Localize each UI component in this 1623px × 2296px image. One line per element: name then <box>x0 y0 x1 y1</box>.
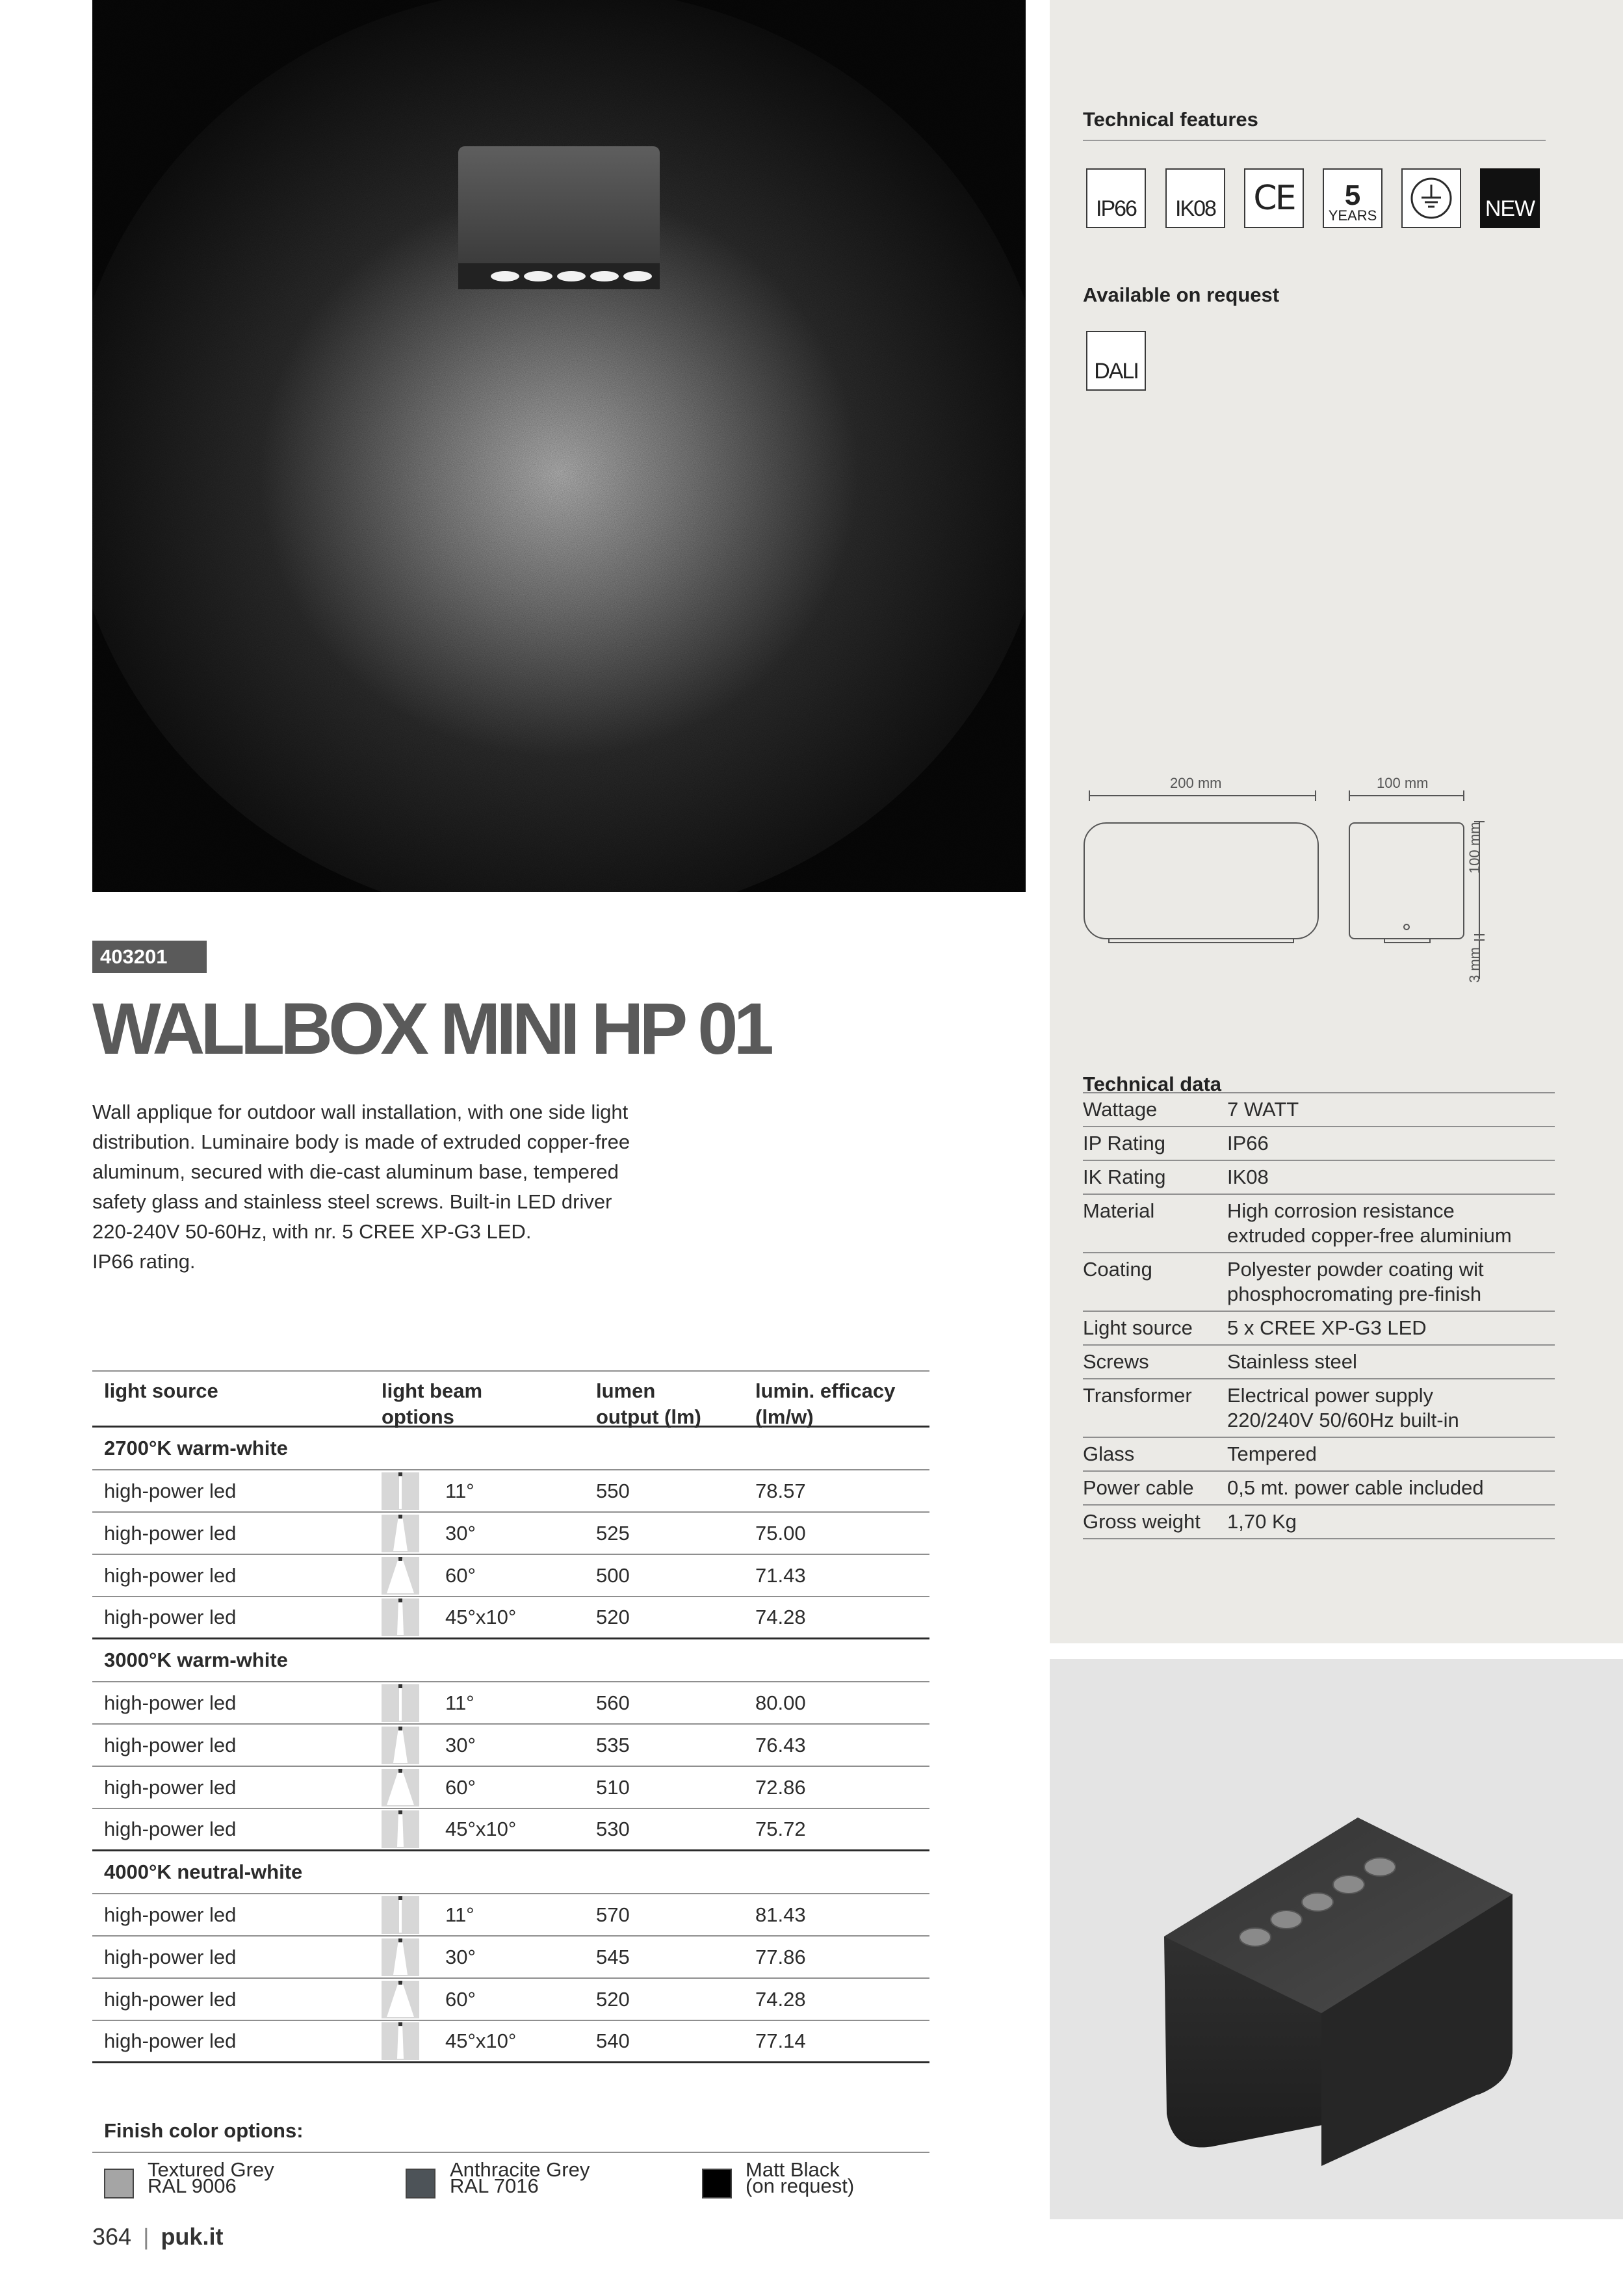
cell-beam-angle: 11° <box>445 1479 474 1502</box>
site-link[interactable]: puk.it <box>161 2223 224 2250</box>
tech-key: Wattage <box>1083 1098 1158 1121</box>
cell-beam <box>382 1472 596 1510</box>
cell-efficacy: 81.43 <box>755 1903 806 1926</box>
beam-angle-icon <box>382 1769 419 1807</box>
ce-mark-text: CE <box>1253 179 1295 218</box>
page-number: 364 <box>92 2223 132 2250</box>
tech-row-transformer <box>1083 1379 1555 1438</box>
finish-label: Matt Black (on request) <box>746 2158 855 2197</box>
tech-key: Coating <box>1083 1258 1152 1281</box>
cell-light-source: high-power led <box>104 1903 237 1926</box>
table-row <box>92 1513 929 1555</box>
cell-beam-angle: 30° <box>445 1521 476 1545</box>
cell-efficacy: 77.86 <box>755 1945 806 1968</box>
cell-lumen: 560 <box>596 1691 630 1714</box>
cell-light-source: high-power led <box>104 1521 237 1545</box>
cell-efficacy: 77.14 <box>755 2029 806 2052</box>
temperature-group-label: 3000°K warm-white <box>92 1639 929 1682</box>
table-row <box>92 1979 929 2021</box>
cell-efficacy: 71.43 <box>755 1563 806 1587</box>
tech-value: IK08 <box>1227 1166 1269 1188</box>
cell-beam <box>382 1557 596 1595</box>
tech-value: Tempered <box>1227 1442 1317 1465</box>
ik08-icon: IK08 <box>1165 168 1225 228</box>
swatch-textured-grey <box>104 2169 134 2198</box>
header-light-source: light source <box>104 1379 218 1402</box>
swatch-anthracite-grey <box>406 2169 435 2198</box>
cell-beam <box>382 1981 596 2018</box>
temperature-group-label: 4000°K neutral-white <box>92 1851 929 1894</box>
dimension-drawing <box>1079 771 1547 992</box>
cell-beam-angle: 60° <box>445 1563 476 1587</box>
beam-angle-icon <box>382 1727 419 1764</box>
header-light-beam: light beam options <box>382 1379 483 1428</box>
cell-lumen: 500 <box>596 1563 630 1587</box>
cell-lumen: 570 <box>596 1903 630 1926</box>
cell-beam <box>382 1684 596 1722</box>
table-body <box>92 1428 929 2063</box>
table-row <box>92 1682 929 1725</box>
cell-lumen: 550 <box>596 1479 630 1502</box>
tech-row-glass <box>1083 1438 1555 1472</box>
cell-efficacy: 76.43 <box>755 1733 806 1756</box>
cell-lumen: 530 <box>596 1818 630 1840</box>
ip66-icon: IP66 <box>1086 168 1146 228</box>
cell-light-source: high-power led <box>104 1775 237 1799</box>
cell-beam <box>382 1598 596 1636</box>
table-row <box>92 1470 929 1513</box>
light-beam-table <box>92 1370 929 2063</box>
hero-photo <box>92 0 1026 892</box>
divider <box>92 2152 929 2153</box>
cell-efficacy: 74.28 <box>755 1606 806 1628</box>
cell-efficacy: 72.86 <box>755 1775 806 1799</box>
cell-efficacy: 74.28 <box>755 1987 806 2011</box>
tech-value: IP66 <box>1227 1132 1269 1155</box>
tech-key: Material <box>1083 1199 1155 1222</box>
cell-lumen: 520 <box>596 1987 630 2011</box>
tech-row-wattage <box>1083 1093 1555 1127</box>
cell-beam-angle: 45°x10° <box>445 1818 517 1840</box>
cell-light-source: high-power led <box>104 1987 237 2011</box>
tech-row-light-source <box>1083 1312 1555 1346</box>
height-dimension-label: 100 mm <box>1466 822 1483 874</box>
tech-key: IK Rating <box>1083 1166 1166 1188</box>
cell-beam <box>382 1938 596 1976</box>
tech-value: 5 x CREE XP-G3 LED <box>1227 1316 1427 1339</box>
cell-lumen: 545 <box>596 1945 630 1968</box>
product-code: 403201 <box>92 941 207 973</box>
ce-mark-icon <box>1244 168 1304 228</box>
beam-angle-icon <box>382 1557 419 1595</box>
temperature-group-label: 2700°K warm-white <box>92 1428 929 1470</box>
cell-beam-angle: 30° <box>445 1945 476 1968</box>
beam-angle-icon <box>382 2022 419 2060</box>
footer-separator: | <box>143 2223 149 2250</box>
cell-light-source: high-power led <box>104 1691 237 1714</box>
tech-key: IP Rating <box>1083 1132 1165 1155</box>
cell-lumen: 535 <box>596 1733 630 1756</box>
tech-value: High corrosion resistance extruded copper-free aluminium <box>1227 1199 1512 1247</box>
technical-data-title: Technical data <box>1083 1073 1222 1095</box>
beam-angle-icon <box>382 1472 419 1510</box>
beam-angle-icon <box>382 1938 419 1976</box>
tech-key: Gross weight <box>1083 1510 1201 1533</box>
base-dimension-label: 3 mm <box>1466 947 1483 983</box>
tech-value: Stainless steel <box>1227 1350 1357 1373</box>
header-lumen-output: lumen output (lm) <box>596 1379 701 1428</box>
product-photo <box>1050 1659 1623 2219</box>
table-row <box>92 1767 929 1809</box>
cell-beam <box>382 1896 596 1934</box>
cell-light-source: high-power led <box>104 1606 237 1628</box>
footer <box>92 2223 223 2250</box>
cell-efficacy: 78.57 <box>755 1479 806 1502</box>
table-row <box>92 1555 929 1597</box>
cell-beam <box>382 2022 596 2060</box>
tech-value: 0,5 mt. power cable included <box>1227 1476 1484 1499</box>
table-row <box>92 1937 929 1979</box>
beam-angle-icon <box>382 1598 419 1636</box>
cell-light-source: high-power led <box>104 1479 237 1502</box>
swatch-matt-black <box>702 2169 732 2198</box>
cell-lumen: 525 <box>596 1521 630 1545</box>
divider <box>1083 140 1546 141</box>
cell-beam-angle: 60° <box>445 1775 476 1799</box>
cell-beam-angle: 45°x10° <box>445 1606 517 1628</box>
cell-efficacy: 75.00 <box>755 1521 806 1545</box>
beam-angle-icon <box>382 1810 419 1848</box>
cell-beam-angle: 45°x10° <box>445 2029 517 2052</box>
product-description: Wall applique for outdoor wall installation, with one side light distribution. Luminaire body is made of extruded copper-free aluminum, secured with die-cast aluminum base, tempered safety glass and stainless steel screws. Built-in LED driver 220-240V 50-60Hz, with nr. 5 CREE XP-G3 LED. IP66 rating. <box>92 1101 630 1273</box>
finish-label: Anthracite Grey RAL 7016 <box>450 2158 590 2197</box>
finish-label: Textured Grey RAL 9006 <box>148 2158 274 2197</box>
tech-value: Polyester powder coating wit phosphocromating pre-finish <box>1227 1258 1484 1305</box>
tech-value: 1,70 Kg <box>1227 1510 1297 1533</box>
beam-angle-icon <box>382 1684 419 1722</box>
tech-row-coating <box>1083 1253 1555 1312</box>
table-row <box>92 2021 929 2063</box>
cell-light-source: high-power led <box>104 2029 237 2052</box>
tech-row-material <box>1083 1195 1555 1253</box>
cell-efficacy: 75.72 <box>755 1818 806 1840</box>
new-icon: NEW <box>1480 168 1540 228</box>
warranty-5-years-icon <box>1323 168 1383 228</box>
technical-features-title: Technical features <box>1083 108 1258 131</box>
tech-row-power-cable <box>1083 1472 1555 1506</box>
header-efficacy: lumin. efficacy (lm/w) <box>755 1379 896 1428</box>
cell-light-source: high-power led <box>104 1945 237 1968</box>
table-row <box>92 1725 929 1767</box>
beam-angle-icon <box>382 1515 419 1552</box>
cell-beam-angle: 60° <box>445 1987 476 2011</box>
cell-efficacy: 80.00 <box>755 1691 806 1714</box>
page-title: WALLBOX MINI HP 01 <box>92 988 770 1069</box>
tech-key: Transformer <box>1083 1384 1192 1407</box>
tech-key: Screws <box>1083 1350 1149 1373</box>
cell-light-source: high-power led <box>104 1818 237 1840</box>
tech-row-gross-weight <box>1083 1506 1555 1539</box>
tech-value: Electrical power supply 220/240V 50/60Hz built-in <box>1227 1384 1459 1431</box>
finish-title: Finish color options: <box>104 2119 304 2142</box>
technical-data-table <box>1083 1092 1555 1539</box>
cell-lumen: 520 <box>596 1606 630 1628</box>
tech-row-screws <box>1083 1346 1555 1379</box>
dali-icon: DALI <box>1086 331 1146 391</box>
table-row <box>92 1894 929 1937</box>
beam-angle-icon <box>382 1896 419 1934</box>
earth-ground-icon <box>1401 168 1461 228</box>
table-row <box>92 1809 929 1851</box>
cell-lumen: 540 <box>596 2029 630 2052</box>
cell-beam <box>382 1727 596 1764</box>
warranty-years-number: 5 <box>1344 179 1361 211</box>
cell-light-source: high-power led <box>104 1563 237 1587</box>
cell-light-source: high-power led <box>104 1733 237 1756</box>
table-row <box>92 1597 929 1639</box>
tech-row-ip-rating <box>1083 1127 1555 1161</box>
tech-key: Glass <box>1083 1442 1135 1465</box>
cell-beam-angle: 11° <box>445 1691 474 1714</box>
beam-angle-icon <box>382 1981 419 2018</box>
width-dimension-label: 200 mm <box>1170 775 1222 791</box>
tech-key: Light source <box>1083 1316 1193 1339</box>
cell-beam-angle: 11° <box>445 1903 474 1926</box>
depth-dimension-label: 100 mm <box>1377 775 1429 791</box>
cell-beam <box>382 1515 596 1552</box>
tech-row-ik-rating <box>1083 1161 1555 1195</box>
cell-lumen: 510 <box>596 1775 630 1799</box>
table-header <box>92 1372 929 1428</box>
cell-beam <box>382 1769 596 1807</box>
tech-key: Power cable <box>1083 1476 1194 1499</box>
available-on-request-title: Available on request <box>1083 283 1280 306</box>
cell-beam <box>382 1810 596 1848</box>
tech-value: 7 WATT <box>1227 1098 1299 1121</box>
cell-beam-angle: 30° <box>445 1733 476 1756</box>
warranty-years-label: YEARS <box>1328 207 1377 224</box>
